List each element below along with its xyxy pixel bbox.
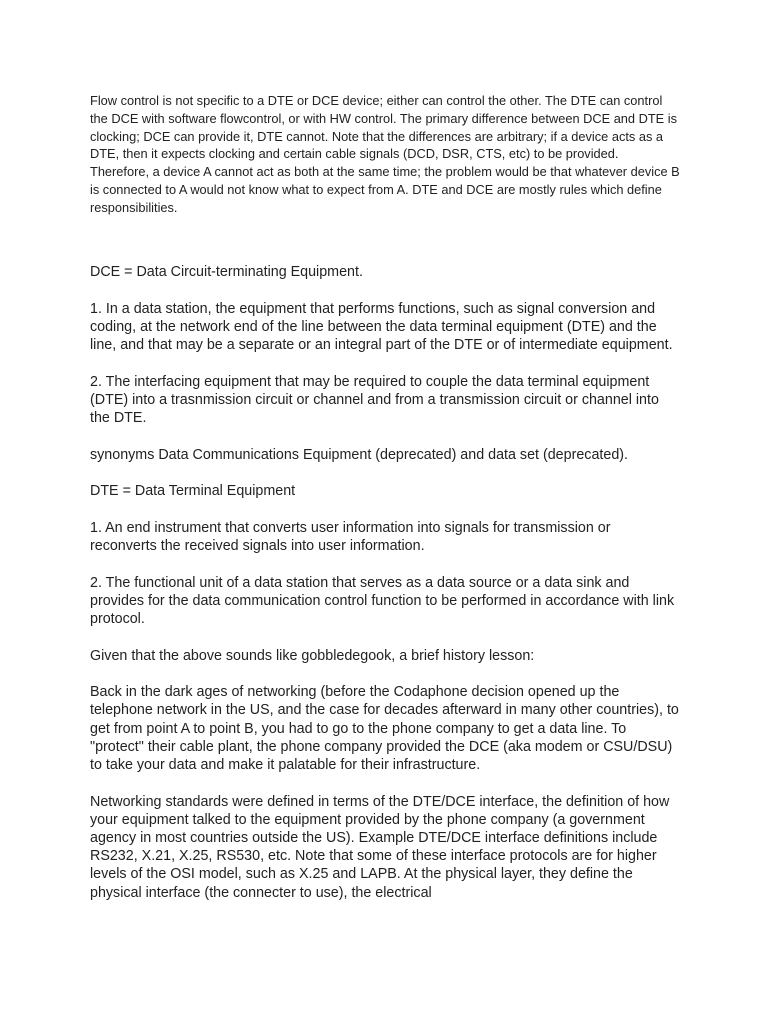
intro-paragraph: Flow control is not specific to a DTE or DCE device; either can control the other. The DTE can control the DCE with software flowcontrol, or with HW control. The primary difference between DCE and DTE is clocking; DCE can provide it, DTE cannot. Note that the differences are arbitrary; if a device acts as a DTE, then it expects clocking and certain cable signals (DCD, DSR, CTS, etc) to be provided. Therefore, a device A cannot act as both at the same time; the problem would be that whatever device B is connected to A would not know what to expect from A. DTE and DCE are mostly rules which define responsibilities.	[90, 93, 680, 215]
history-intro: Given that the above sounds like gobbledegook, a brief history lesson:	[90, 647, 535, 664]
dte-definition-heading: DTE = Data Terminal Equipment	[90, 483, 296, 500]
dce-definition-heading: DCE = Data Circuit-terminating Equipment.	[90, 264, 363, 280]
dce-definition-2: 2. The interfacing equipment that may be required to couple the data terminal equipment (DTE) into a trasnmission circuit or channel and from a transmission circuit or channel into the DTE.	[90, 373, 659, 426]
history-paragraph: Back in the dark ages of networking (before the Codaphone decision opened up the telephone network in the US, and the case for decades afterward in many other countries), to get from point A to point B, you had to go to the phone company to get a data line. To "protect" their cable plant, the phone company provided the DCE (aka modem or CSU/DSU) to take your data and make it palatable for their infrastructure.	[90, 684, 679, 773]
document-body	[90, 263, 680, 920]
standards-paragraph: Networking standards were defined in terms of the DTE/DCE interface, the definition of how your equipment talked to the equipment provided by the phone company (a government agency in most countries outside the US). Example DTE/DCE interface definitions include RS232, X.21, X.25, RS530, etc. Note that some of these interface protocols are for higher levels of the OSI model, such as X.25 and LAPB. At the physical layer, they define the physical interface (the connecter to use), the electrical	[90, 793, 670, 901]
dte-definition-2: 2. The functional unit of a data station that serves as a data source or a data sink and provides for the data communication control function to be performed in accordance with link protocol.	[90, 574, 675, 627]
dte-definition-1: 1. An end instrument that converts user information into signals for transmission or reconverts the received signals into user information.	[90, 519, 611, 554]
dce-synonyms: synonyms Data Communications Equipment (deprecated) and data set (deprecated).	[90, 446, 629, 463]
dce-definition-1: 1. In a data station, the equipment that performs functions, such as signal conversion and coding, at the network end of the line between the data terminal equipment (DTE) and the line, and that may be a separate or an integral part of the DTE or of intermediate equipment.	[90, 300, 673, 353]
